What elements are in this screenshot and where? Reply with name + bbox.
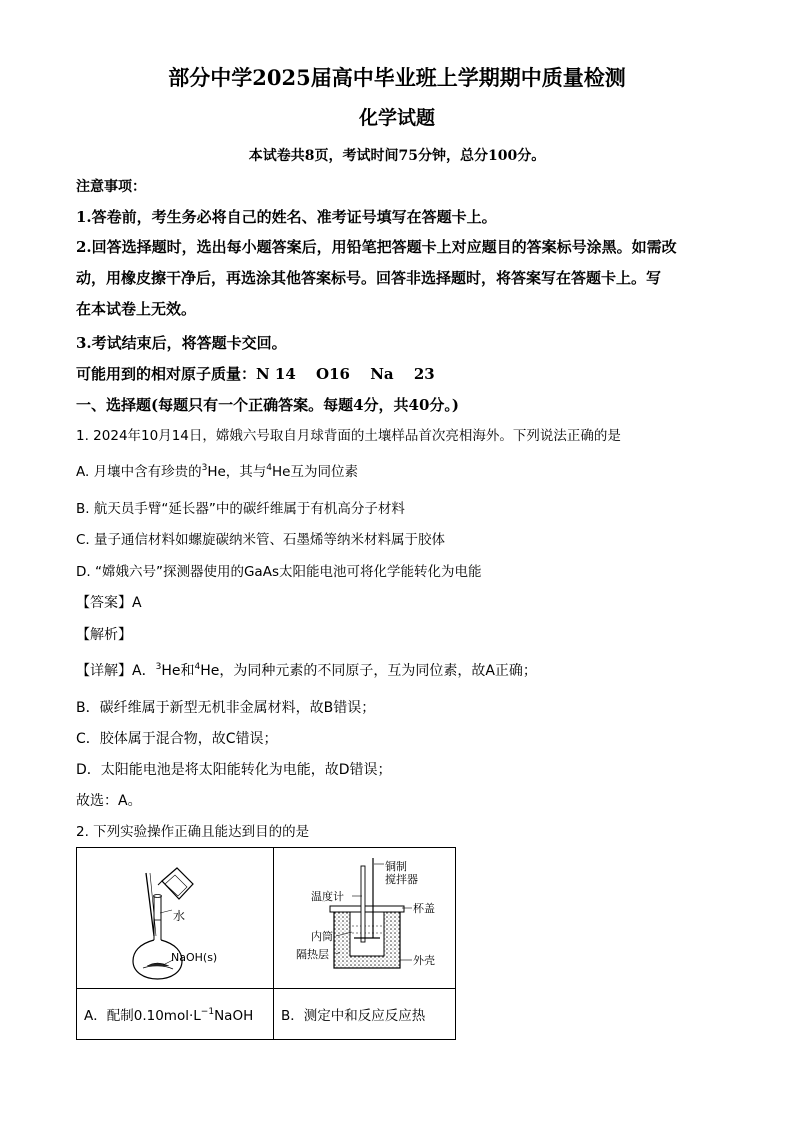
q1-detail-c: C．胶体属于混合物，故C错误； [76,731,278,747]
thermometer-label: 温度计 [311,890,344,903]
notes-heading: 注意事项： [76,179,146,195]
q1-option-c: C. 量子通信材料如螺旋碳纳米管、石墨烯等纳米材料属于胶体 [76,532,446,548]
note-2-line-3: 在本试卷上无效。 [76,300,197,318]
q1-option-d: D. “嫦娥六号”探测器使用的GaAs太阳能电池可将化学能转化为电能 [76,564,482,580]
atomic-mass-line: 可能用到的相对原子质量：N 14 O16 Na 23 [76,365,435,383]
q2-option-b-caption: B．测定中和反应反应热 [274,989,456,1040]
exam-info: 本试卷共8页，考试时间75分钟，总分100分。 [248,148,546,164]
q2-experiment-table [76,847,456,1040]
shell-label: 外壳 [413,954,435,967]
q2-figure-b-cell [274,848,456,989]
inner-cup-label: 内筒 [311,930,333,943]
subject-title: 化学试题 [358,107,435,129]
stirrer-label-line2: 搅拌器 [385,873,418,886]
insulation-label: 隔热层 [296,948,329,961]
q2-figure-a-cell [77,848,274,989]
q1-option-b: B. 航天员手臂“延长器”中的碳纤维属于有机高分子材料 [76,501,405,517]
note-2-line-1: 2.回答选择题时，选出每小题答案后，用铅笔把答题卡上对应题目的答案标号涂黑。如需改 [76,238,677,256]
q1-detail-a: 【详解】A．$^3$He和$^4$He，为同种元素的不同原子，互为同位素，故A正确； [76,662,537,679]
calorimeter-diagram [274,848,455,984]
naoh-label: NaOH(s) [171,951,218,964]
q1-conclusion: 故选：A。 [76,793,142,809]
lid-label: 杯盖 [413,902,435,915]
note-2-line-2: 动，用橡皮擦干净后，再选涂其他答案标号。回答非选择题时，将答案写在答题卡上。写 [76,269,662,287]
q1-detail-d: D．太阳能电池是将太阳能转化为电能，故D错误； [76,762,392,778]
stirrer-label-line1: 铜制 [385,860,407,873]
note-1: 1.答卷前，考生务必将自己的姓名、准考证号填写在答题卡上。 [76,208,497,226]
volumetric-flask-diagram [77,848,273,984]
note-3: 3.考试结束后，将答题卡交回。 [76,334,287,352]
q1-answer: 【答案】A [76,595,142,611]
exam-title: 部分中学2025届高中毕业班上学期期中质量检测 [168,65,626,90]
pouring-beaker-icon [158,868,193,899]
q2-option-a-caption: A．配制$0.10mol\cdot L^{-1}NaOH$ [77,989,274,1040]
q1-detail-b: B．碳纤维属于新型无机非金属材料，故B错误； [76,700,376,716]
section-1-heading: 一、选择题(每题只有一个正确答案。每题4分，共40分。) [76,396,460,414]
q1-analysis-label: 【解析】 [76,627,132,643]
q1-option-a: A. 月壤中含有珍贵的$^3$He，其与$^4$He互为同位素 [76,463,358,480]
water-label: 水 [173,909,186,923]
volumetric-flask-icon [133,895,182,980]
q2-stem: 2. 下列实验操作正确且能达到目的的是 [76,824,310,840]
q1-stem: 1. 2024年10月14日，嫦娥六号取自月球背面的土壤样品首次亮相海外。下列说法正确的是 [76,428,621,444]
